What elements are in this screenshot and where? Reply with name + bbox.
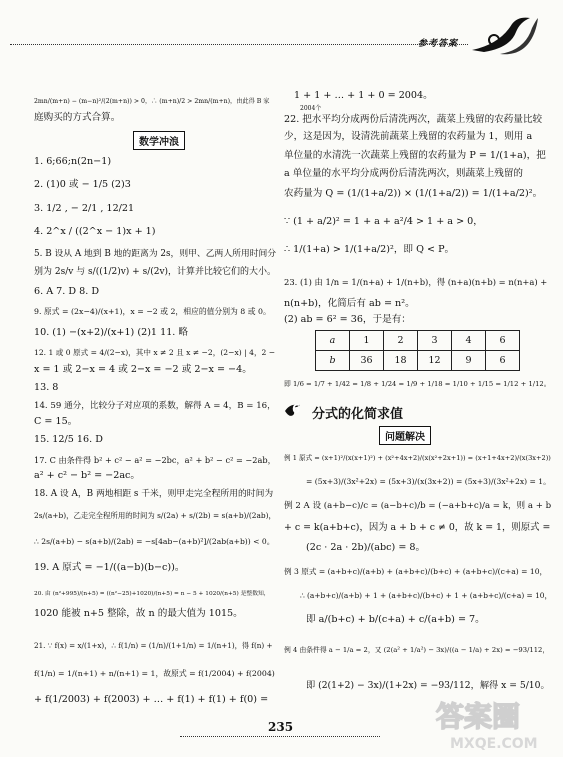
answer-5: 5. B 设从 A 地到 B 地的距离为 2s，则甲、乙两人所用时间分 <box>34 249 277 259</box>
text-line: a² + c² − b² = −2ac。 <box>34 470 141 481</box>
text-line: ∴ 2s/(a+b) − s(a+b)/(2ab) = −s[4ab−(a+b)²]/(2ab(a+b)) < 0。 <box>34 537 275 546</box>
text-line: + f(1/2003) + f(2003) + … + f(1) + f(1) + f(0) = <box>34 694 269 705</box>
text-line: 别为 2s/v 与 s/((1/2)v) + s/(2v)，计算并比较它们的大小。 <box>34 267 277 277</box>
section-box-title: 问题解决 <box>379 426 431 445</box>
footer-rule <box>180 736 380 737</box>
answer-22: 22. 把水平均分成两份后清洗两次，蔬菜上残留的农药量比较 <box>284 114 543 125</box>
page-number: 235 <box>268 720 294 734</box>
table-cell: 6 <box>486 351 520 371</box>
text-line: ∴ (a+b+c)/(a+b) + 1 + (a+b+c)/(b+c) + 1 + (a+b+c)/(c+a) = 10， <box>300 591 552 600</box>
text-line: (2c · 2a · 2b)/(abc) = 8。 <box>306 542 426 553</box>
answer-15-16: 15. 12/5 16. D <box>34 434 103 445</box>
text-line: n(n+b)，化简后有 ab = n²。 <box>284 298 415 309</box>
table-cell: 18 <box>384 351 418 371</box>
watermark-logo <box>430 690 560 755</box>
answer-9: 9. 原式 = (2x−4)/(x+1)，x = −2 或 2，相应的值分别为 8 或 0。 <box>34 307 271 316</box>
text-line: + c = k(a+b+c)，因为 a + b + c ≠ 0，故 k = 1，则原式 = <box>284 522 551 533</box>
table-cell: 36 <box>350 351 384 371</box>
text-line: 庭购买的方式合算。 <box>34 112 121 123</box>
swoosh-logo-icon <box>470 14 540 56</box>
text-line: 1020 能被 n+5 整除，故 n 的最大值为 1015。 <box>34 608 243 619</box>
text-line: 2mn/(m+n) − (m−n)²/(2(m+n)) > 0，∴ (m+n)/2 > 2mn/(m+n)，由此得 B 家 <box>34 98 270 105</box>
text-line: 少，这是因为，设清洗前蔬菜上残留的农药量为 1，则用 a <box>284 131 533 142</box>
answer-6-8: 6. A 7. D 8. D <box>34 286 100 297</box>
example-4: 例 4 由条件得 a − 1/a = 2，又 (2(a² + 1/a²) − 3x)/((a − 1/a) + 2x) = −93/112， <box>284 646 550 654</box>
text-line: ∴ 1/(1+a) > 1/(1+a/2)²，即 Q < P。 <box>284 244 455 255</box>
ab-table <box>315 330 520 371</box>
text-line: = (5x+3)/(3x²+2x) = (5x+3)/(x(3x+2)) = (5x+3)/(3x²+2x) = 1。 <box>306 477 551 486</box>
watermark-line2: MXQE.COM <box>450 736 538 752</box>
text-line: x = 1 或 2−x = 4 或 2−x = −2 或 2−x = −4。 <box>34 364 252 375</box>
example-1: 例 1 原式 = (x+1)²/(x(x+1)²) + (x²+4x+2)/(x(x²+2x+1)) = (x+1+4x+2)/(x(3x+2)) <box>284 454 551 462</box>
page-header <box>0 0 563 60</box>
answer-12: 12. 1 或 0 原式 = 4/(2−x)，其中 x ≠ 2 且 x ≠ −2，(2−x) | 4，2 − <box>34 348 276 357</box>
answer-4: 4. 2^x / ((2^x − 1)x + 1) <box>34 226 156 237</box>
text-line: 2s/(a+b)，乙走完全程所用的时间为 s/(2a) + s/(2b) = s(a+b)/(2ab)， <box>34 511 276 520</box>
table-cell: b <box>316 351 350 371</box>
section-box-title: 数学冲浪 <box>133 131 185 150</box>
text-line: ∵ (1 + a/2)² = 1 + a + a²/4 > 1 + a > 0， <box>284 216 483 227</box>
answer-18: 18. A 设 A，B 两地相距 s 千米，则甲走完全程所用的时间为 <box>34 489 274 499</box>
text-line: 即 (2(1+2) − 3x)/(1+2x) = −93/112，解得 x = 5/10。 <box>306 680 550 691</box>
answer-2: 2. (1)0 或 − 1/5 (2)3 <box>34 179 131 190</box>
answer-20: 20. 由 (n²+995)/(n+5) = ((n²−25)+1020)/(n+5) = n − 5 + 1020/(n+5) 是整数知， <box>34 591 270 597</box>
answer-17: 17. C 由条件得 b² + c² − a² = −2bc，a² + b² − c² = −2ab， <box>34 455 276 465</box>
text-line: 农药量为 Q = (1/(1+a/2)) × (1/(1+a/2)) = 1/(1+a/2)²。 <box>284 188 543 199</box>
answer-1: 1. 6;66;n(2n−1) <box>34 156 112 167</box>
underbrace-note: 2004个 <box>300 105 322 112</box>
answer-10-11: 10. (1) −(x+2)/(x+1) (2)1 11. 略 <box>34 327 188 338</box>
table-row <box>316 351 520 371</box>
example-3: 例 3 原式 = (a+b+c)/(a+b) + (a+b+c)/(b+c) + (a+b+c)/(c+a) = 10， <box>284 567 548 576</box>
text-line: 单位量的水清洗一次蔬菜上残留的农药量为 P = 1/(1+a)，把 <box>284 150 546 161</box>
table-cell: 6 <box>486 331 520 351</box>
table-cell: 9 <box>452 351 486 371</box>
text-line: (2) ab = 6² = 36，于是有： <box>284 314 411 325</box>
answer-19: 19. A 原式 = −1/((a−b)(b−c))。 <box>34 562 185 573</box>
section-title: 分式的化简求值 <box>312 407 404 422</box>
answer-13: 13. 8 <box>34 382 59 393</box>
table-cell: 1 <box>350 331 384 351</box>
text-line: a 单位量的水平均分成两份后清洗两次，则蔬菜上残留的 <box>284 168 524 179</box>
header-label: 参考答案 <box>418 39 459 49</box>
text-line: 1 + 1 + … + 1 + 0 = 2004。 <box>294 90 433 101</box>
example-2: 例 2 A 设 (a+b−c)/c = (a−b+c)/b = (−a+b+c)/a = k，则 a + b <box>284 501 552 511</box>
text-line: 即 1/6 = 1/7 + 1/42 = 1/8 + 1/24 = 1/9 + 1/18 = 1/10 + 1/15 = 1/12 + 1/12。 <box>284 380 551 388</box>
section-number: 6 <box>292 402 301 416</box>
table-cell: 2 <box>384 331 418 351</box>
watermark-line1: 答案圈 <box>436 700 521 733</box>
table-cell: a <box>316 331 350 351</box>
table-cell: 4 <box>452 331 486 351</box>
table-cell: 3 <box>418 331 452 351</box>
answer-23: 23. (1) 由 1/n = 1/(n+a) + 1/(n+b)，得 (n+a)(n+b) = n(n+a) + <box>284 277 548 287</box>
table-row <box>316 331 520 351</box>
text-line: C = 15。 <box>34 416 78 427</box>
answer-21: 21. ∵ f(x) = x/(1+x)，∴ f(1/n) = (1/n)/(1+1/n) = 1/(n+1)，得 f(n) + <box>34 641 273 650</box>
answer-14: 14. 59 通分，比较分子对应项的系数，解得 A = 4，B = 16， <box>34 401 276 411</box>
header-rule <box>10 44 468 45</box>
answer-3: 3. 1/2 , − 2/1 , 12/21 <box>34 203 135 214</box>
table-cell: 12 <box>418 351 452 371</box>
text-line: f(1/n) = 1/(n+1) + n/(n+1) = 1，故原式 = f(1/2004) + f(2004) <box>34 669 275 678</box>
text-line: 即 a/(b+c) + b/(c+a) + c/(a+b) = 7。 <box>306 614 485 625</box>
